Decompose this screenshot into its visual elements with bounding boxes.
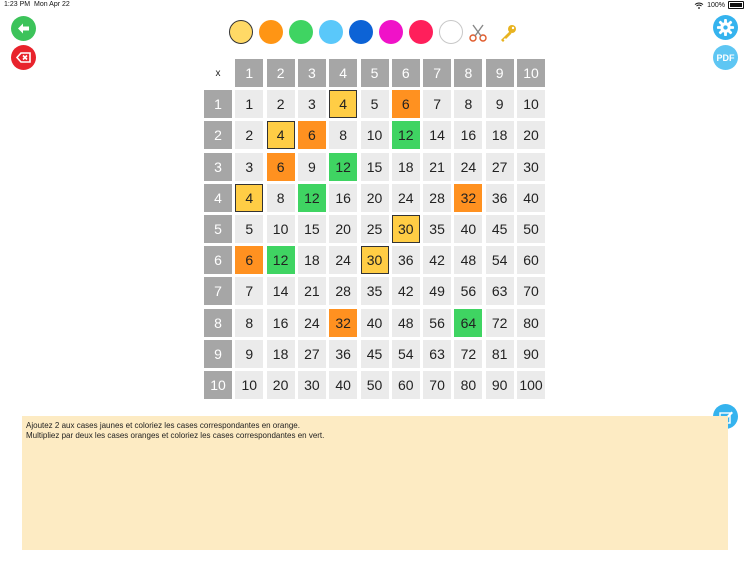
color-swatch-light-blue[interactable] — [319, 20, 343, 44]
table-cell[interactable]: 27 — [486, 153, 514, 181]
table-cell[interactable]: 10 — [267, 215, 295, 243]
table-cell[interactable]: 5 — [361, 90, 389, 118]
color-swatch-orange[interactable] — [259, 20, 283, 44]
table-cell[interactable]: 30 — [517, 153, 545, 181]
table-cell[interactable]: 40 — [517, 184, 545, 212]
table-cell[interactable]: 8 — [454, 90, 482, 118]
table-cell[interactable]: 7 — [423, 90, 451, 118]
table-cell[interactable]: 12 — [392, 121, 420, 149]
table-cell[interactable]: 12 — [267, 246, 295, 274]
table-cell[interactable]: 3 — [298, 90, 326, 118]
table-cell[interactable]: 20 — [361, 184, 389, 212]
color-swatch-blue[interactable] — [349, 20, 373, 44]
column-header: 7 — [423, 59, 451, 87]
row-header: 10 — [204, 371, 232, 399]
gear-icon — [716, 18, 735, 37]
row-header: 5 — [204, 215, 232, 243]
color-swatch-green[interactable] — [289, 20, 313, 44]
table-cell[interactable]: 8 — [235, 309, 263, 337]
scissors-icon — [468, 23, 488, 43]
table-cell[interactable]: 30 — [298, 371, 326, 399]
table-cell[interactable]: 8 — [267, 184, 295, 212]
table-cell[interactable]: 20 — [329, 215, 357, 243]
table-cell[interactable]: 36 — [392, 246, 420, 274]
table-cell[interactable]: 20 — [267, 371, 295, 399]
scissors-button[interactable] — [467, 22, 489, 44]
table-cell[interactable]: 72 — [454, 340, 482, 368]
row-header: 4 — [204, 184, 232, 212]
eraser-icon — [15, 49, 32, 66]
table-cell[interactable]: 5 — [235, 215, 263, 243]
column-header: 10 — [517, 59, 545, 87]
settings-button[interactable] — [713, 15, 738, 40]
wifi-icon — [694, 2, 704, 9]
table-cell[interactable]: 72 — [486, 309, 514, 337]
clear-button[interactable] — [11, 45, 36, 70]
table-cell[interactable]: 14 — [423, 121, 451, 149]
table-cell[interactable]: 2 — [267, 90, 295, 118]
table-cell[interactable]: 6 — [235, 246, 263, 274]
table-cell[interactable]: 49 — [423, 277, 451, 305]
table-cell[interactable]: 70 — [517, 277, 545, 305]
table-cell[interactable]: 64 — [454, 309, 482, 337]
table-cell[interactable]: 70 — [423, 371, 451, 399]
table-cell[interactable]: 9 — [486, 90, 514, 118]
column-header: 9 — [486, 59, 514, 87]
table-cell[interactable]: 18 — [298, 246, 326, 274]
table-cell[interactable]: 9 — [235, 340, 263, 368]
table-cell[interactable]: 32 — [454, 184, 482, 212]
row-header: 9 — [204, 340, 232, 368]
status-time: 1:23 PM — [4, 1, 31, 8]
table-cell[interactable]: 50 — [361, 371, 389, 399]
table-cell[interactable]: 40 — [454, 215, 482, 243]
key-button[interactable] — [497, 22, 519, 44]
column-header: 4 — [329, 59, 357, 87]
column-header: 1 — [235, 59, 263, 87]
table-cell[interactable]: 7 — [235, 277, 263, 305]
table-cell[interactable]: 24 — [329, 246, 357, 274]
instructions-panel[interactable] — [22, 416, 728, 550]
table-cell[interactable]: 24 — [298, 309, 326, 337]
color-swatch-yellow[interactable] — [229, 20, 253, 44]
table-cell[interactable]: 45 — [486, 215, 514, 243]
status-date: Mon Apr 22 — [34, 1, 70, 8]
instruction-line-2: Multipliez par deux les cases oranges et coloriez les cases correspondantes en vert. — [26, 431, 325, 440]
table-cell[interactable]: 32 — [329, 309, 357, 337]
table-cell[interactable]: 14 — [267, 277, 295, 305]
table-cell[interactable]: 56 — [423, 309, 451, 337]
table-cell[interactable]: 6 — [392, 90, 420, 118]
table-cell[interactable]: 28 — [329, 277, 357, 305]
row-header: 3 — [204, 153, 232, 181]
table-cell[interactable]: 100 — [517, 371, 545, 399]
table-cell[interactable]: 54 — [486, 246, 514, 274]
table-cell[interactable]: 54 — [392, 340, 420, 368]
table-cell[interactable]: 25 — [361, 215, 389, 243]
table-cell[interactable]: 50 — [517, 215, 545, 243]
table-cell[interactable]: 18 — [267, 340, 295, 368]
table-cell[interactable]: 15 — [298, 215, 326, 243]
table-cell[interactable]: 56 — [454, 277, 482, 305]
table-cell[interactable]: 63 — [486, 277, 514, 305]
table-cell[interactable]: 24 — [454, 153, 482, 181]
table-cell[interactable]: 2 — [235, 121, 263, 149]
table-cell[interactable]: 48 — [454, 246, 482, 274]
table-cell[interactable]: 16 — [454, 121, 482, 149]
table-cell[interactable]: 21 — [423, 153, 451, 181]
row-header: 1 — [204, 90, 232, 118]
table-cell[interactable]: 12 — [298, 184, 326, 212]
table-cell[interactable]: 4 — [235, 184, 263, 212]
table-cell[interactable]: 90 — [486, 371, 514, 399]
table-cell[interactable]: 80 — [517, 309, 545, 337]
column-header: 8 — [454, 59, 482, 87]
table-cell[interactable]: 30 — [361, 246, 389, 274]
table-cell[interactable]: 4 — [267, 121, 295, 149]
table-cell[interactable]: 63 — [423, 340, 451, 368]
color-swatch-magenta[interactable] — [379, 20, 403, 44]
table-cell[interactable]: 28 — [423, 184, 451, 212]
table-cell[interactable]: 16 — [267, 309, 295, 337]
row-header: 2 — [204, 121, 232, 149]
battery-icon — [728, 1, 744, 9]
table-cell[interactable]: 12 — [329, 153, 357, 181]
table-cell[interactable]: 8 — [329, 121, 357, 149]
column-header: 5 — [361, 59, 389, 87]
table-cell[interactable]: 4 — [329, 90, 357, 118]
color-swatch-white[interactable] — [439, 20, 463, 44]
table-cell[interactable]: 81 — [486, 340, 514, 368]
table-corner-label: x — [215, 67, 221, 79]
table-cell[interactable]: 15 — [361, 153, 389, 181]
table-cell[interactable]: 18 — [392, 153, 420, 181]
table-cell[interactable]: 45 — [361, 340, 389, 368]
row-header: 8 — [204, 309, 232, 337]
table-cell[interactable]: 21 — [298, 277, 326, 305]
table-cell[interactable]: 60 — [392, 371, 420, 399]
table-cell[interactable]: 24 — [392, 184, 420, 212]
table-cell[interactable]: 42 — [392, 277, 420, 305]
table-cell[interactable]: 60 — [517, 246, 545, 274]
table-cell[interactable]: 1 — [235, 90, 263, 118]
table-cell[interactable]: 16 — [329, 184, 357, 212]
table-cell[interactable]: 27 — [298, 340, 326, 368]
table-cell[interactable]: 20 — [517, 121, 545, 149]
pdf-label: PDF — [716, 52, 735, 63]
column-header: 2 — [267, 59, 295, 87]
back-button[interactable] — [11, 16, 36, 41]
table-cell[interactable]: 10 — [517, 90, 545, 118]
arrow-left-icon — [15, 20, 32, 37]
table-cell[interactable]: 36 — [329, 340, 357, 368]
table-cell[interactable]: 10 — [235, 371, 263, 399]
table-cell[interactable]: 30 — [392, 215, 420, 243]
table-cell[interactable]: 40 — [329, 371, 357, 399]
table-cell[interactable]: 18 — [486, 121, 514, 149]
instruction-line-1: Ajoutez 2 aux cases jaunes et coloriez les cases correspondantes en orange. — [26, 421, 300, 430]
table-cell[interactable]: 90 — [517, 340, 545, 368]
table-cell[interactable]: 35 — [423, 215, 451, 243]
row-header: 7 — [204, 277, 232, 305]
column-header: 6 — [392, 59, 420, 87]
table-cell[interactable]: 6 — [298, 121, 326, 149]
table-cell[interactable]: 35 — [361, 277, 389, 305]
table-cell[interactable]: 6 — [267, 153, 295, 181]
status-bar — [0, 0, 750, 12]
key-icon — [498, 23, 518, 43]
row-header: 6 — [204, 246, 232, 274]
status-right — [694, 1, 744, 9]
table-cell[interactable]: 9 — [298, 153, 326, 181]
pdf-button[interactable] — [713, 45, 738, 70]
table-cell[interactable]: 48 — [392, 309, 420, 337]
color-swatch-crimson[interactable] — [409, 20, 433, 44]
table-cell[interactable]: 10 — [361, 121, 389, 149]
table-cell[interactable]: 40 — [361, 309, 389, 337]
column-header: 3 — [298, 59, 326, 87]
table-cell[interactable]: 36 — [486, 184, 514, 212]
table-cell[interactable]: 42 — [423, 246, 451, 274]
table-cell[interactable]: 3 — [235, 153, 263, 181]
table-cell[interactable]: 80 — [454, 371, 482, 399]
battery-percent: 100% — [707, 1, 725, 9]
